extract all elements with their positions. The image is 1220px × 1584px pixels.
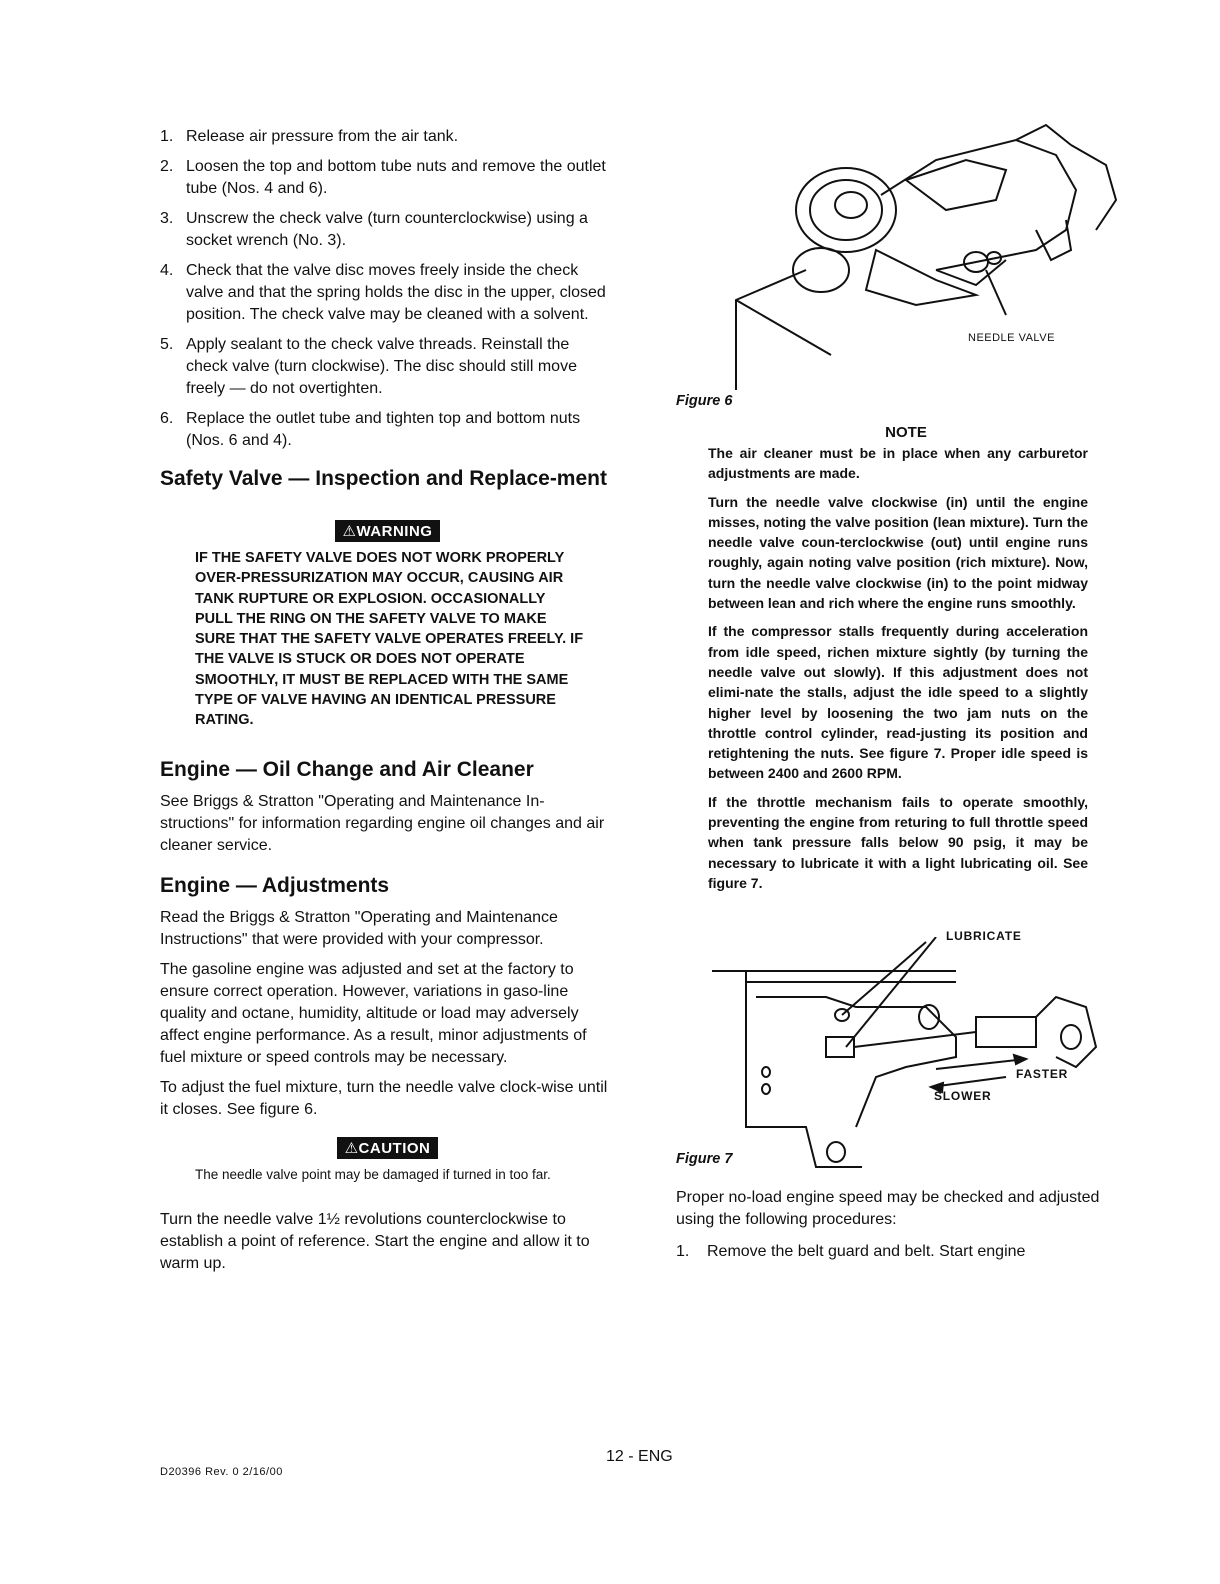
engine-speed-intro: Proper no-load engine speed may be checked and adjusted using the following procedures: bbox=[676, 1189, 1100, 1229]
safety-valve-heading: Safety Valve — Inspection and Replace-ment bbox=[160, 467, 607, 490]
left-column bbox=[160, 126, 615, 1283]
list-item: 1. Release air pressure from the air tank. bbox=[160, 128, 459, 145]
faster-label: FASTER bbox=[1016, 1067, 1069, 1082]
list-item: 3. Unscrew the check valve (turn counterclockwise) using a socket wrench (No. 3). bbox=[160, 210, 588, 249]
adjustments-p2: The gasoline engine was adjusted and set at the factory to ensure correct operation. However, variations in gaso-line quality and octane, humidity, altitude or load may adversely affect engine performance. As a result, minor adjustments of fuel mixture or speed controls may be necessary. bbox=[160, 960, 587, 1066]
adjustments-p1: Read the Briggs & Stratton "Operating and Maintenance Instructions" that were provided with your compressor. bbox=[160, 908, 558, 948]
figure-6-caption: Figure 6 bbox=[676, 393, 733, 409]
note-p2: Turn the needle valve clockwise (in) until the engine misses, noting the valve position (lean mixture). Turn the needle valve coun-terclockwise (out) until engine runs roughly, again noting valve position (rich mixture). Now, turn the needle valve clockwise (in) to the point midway between lean and rich where the engine runs smoothly. bbox=[708, 493, 1088, 612]
adjustments-heading: Engine — Adjustments bbox=[160, 873, 390, 897]
carburetor-illustration bbox=[676, 100, 1136, 390]
list-item: 6. Replace the outlet tube and tighten top and bottom nuts (Nos. 6 and 4). bbox=[160, 410, 581, 449]
needle-valve-label: NEEDLE VALVE bbox=[968, 332, 1055, 344]
caution-badge: ⚠CAUTION bbox=[337, 1137, 439, 1159]
warning-badge: ⚠WARNING bbox=[335, 520, 441, 542]
warning-badge-wrap bbox=[160, 520, 615, 542]
check-valve-steps bbox=[160, 126, 615, 452]
document-code: D20396 Rev. 0 2/16/00 bbox=[160, 1466, 283, 1478]
right-column bbox=[676, 100, 1136, 1263]
figure-6 bbox=[676, 100, 1136, 410]
note-title: NOTE bbox=[885, 424, 927, 441]
caution-text: The needle valve point may be damaged if turned in too far. bbox=[195, 1166, 551, 1182]
slower-label: SLOWER bbox=[934, 1089, 992, 1104]
list-item: 5. Apply sealant to the check valve threads. Reinstall the check valve (turn clockwise). The disc should still move freely — do not overtighten. bbox=[160, 336, 577, 397]
note-p1: The air cleaner must be in place when any carburetor adjustments are made. bbox=[708, 445, 1088, 482]
oil-change-text: See Briggs & Stratton "Operating and Maintenance In-structions" for information regarding engine oil changes and air cleaner service. bbox=[160, 792, 605, 854]
note-p3: If the compressor stalls frequently during acceleration from idle speed, richen mixture sightly (by turning the needle valve out slowly). If this adjustment does not elimi-nate the stalls, adjust the idle speed to a slightly higher level by loosening the two jam nuts on the throttle control cylinder, read-justing its position and retightening the nuts. See figure 7. Proper idle speed is between 2400 and 2600 RPM. bbox=[708, 623, 1088, 782]
list-item: 4. Check that the valve disc moves freely inside the check valve and that the spring holds the disc in the upper, closed position. The check valve may be cleaned with a solvent. bbox=[160, 262, 606, 323]
adjustments-p4: Turn the needle valve 1½ revolutions counterclockwise to establish a point of reference. Start the engine and allow it to warm up. bbox=[160, 1210, 590, 1272]
note-p4: If the throttle mechanism fails to operate smoothly, preventing the engine from returing to full throttle speed when tank pressure falls below 90 psig, it may be necessary to lubricate it with a light lubricating oil. See figure 7. bbox=[708, 793, 1088, 891]
list-item: 1. Remove the belt guard and belt. Start engine bbox=[676, 1243, 1026, 1261]
lubricate-label: LUBRICATE bbox=[946, 929, 1022, 944]
throttle-illustration bbox=[676, 937, 1136, 1177]
adjustments-p3: To adjust the fuel mixture, turn the needle valve clock-wise until it closes. See figure 6. bbox=[160, 1078, 608, 1118]
warning-text: IF THE SAFETY VALVE DOES NOT WORK PROPERLY OVER-PRESSURIZATION MAY OCCUR, CAUSING AIR TANK RUPTURE OR EXPLOSION. OCCASIONALLY PULL THE RING ON THE SAFETY VALVE TO MAKE SURE THAT THE SAFETY VALVE OPERATES FREELY. IF THE VALVE IS STUCK OR DOES NOT OPERATE SMOOTHLY, IT MUST BE REPLACED WITH THE SAME TYPE OF VALVE HAVING AN IDENTICAL PRESSURE RATING. bbox=[195, 550, 584, 729]
figure-7-caption: Figure 7 bbox=[676, 1151, 733, 1168]
caution-badge-wrap bbox=[160, 1137, 615, 1159]
right-bottom-text bbox=[676, 1187, 1136, 1263]
list-item: 2. Loosen the top and bottom tube nuts and remove the outlet tube (Nos. 4 and 6). bbox=[160, 158, 606, 197]
oil-change-heading: Engine — Oil Change and Air Cleaner bbox=[160, 757, 534, 781]
page-number: 12 - ENG bbox=[606, 1448, 673, 1465]
figure-7 bbox=[676, 929, 1136, 1187]
